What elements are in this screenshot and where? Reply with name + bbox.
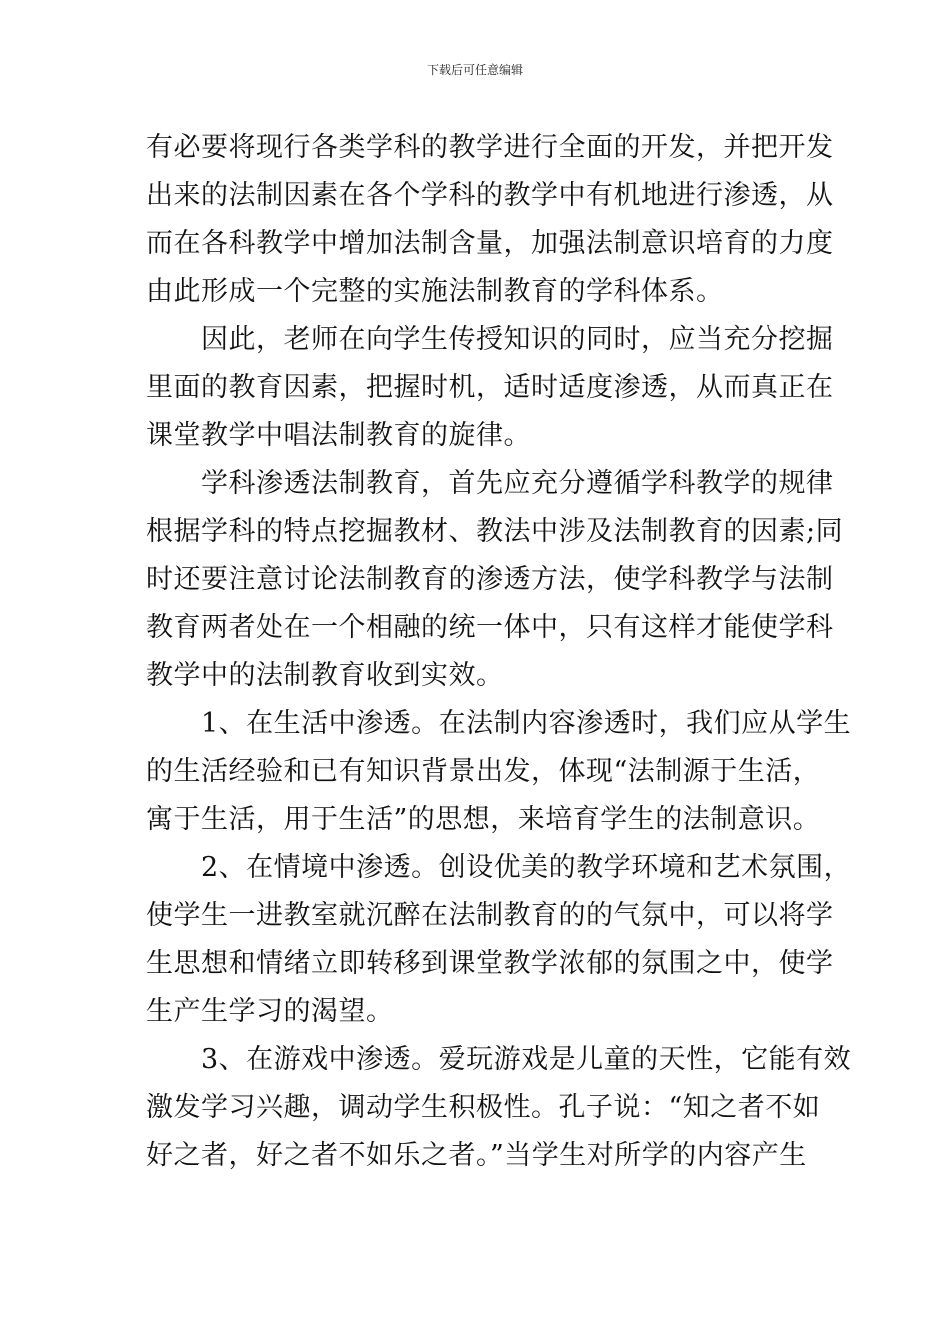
text-line: 激发学习兴趣，调动学生积极性。孔子说：“知之者不如 [146, 1092, 821, 1123]
text-line: 学科渗透法制教育，首先应充分遵循学科教学的规律 [146, 468, 834, 499]
paragraph-5 [146, 844, 852, 1036]
paragraph-4 [146, 700, 852, 844]
text-line: 有必要将现行各类学科的教学进行全面的开发，并把开发 [146, 132, 834, 163]
text-line: 课堂教学中唱法制教育的旋律。 [146, 420, 531, 451]
text-line: 根据学科的特点挖掘教材、教法中涉及法制教育的因素;同 [146, 516, 844, 547]
text-line: 教育两者处在一个相融的统一体中，只有这样才能使学科 [146, 612, 834, 643]
text-line: 寓于生活，用于生活”的思想，来培育学生的法制意识。 [146, 804, 821, 835]
text-line: 由此形成一个完整的实施法制教育的学科体系。 [146, 276, 724, 307]
paragraph-2 [146, 316, 834, 460]
text-line: 3、在游戏中渗透。爱玩游戏是儿童的天性，它能有效 [146, 1044, 852, 1075]
text-line: 时还要注意讨论法制教育的渗透方法，使学科教学与法制 [146, 564, 834, 595]
text-line: 使学生一进教室就沉醉在法制教育的的气氛中，可以将学 [146, 900, 834, 931]
paragraph-6 [146, 1036, 852, 1180]
text-line: 2、在情境中渗透。创设优美的教学环境和艺术氛围， [146, 852, 852, 883]
text-line: 教学中的法制教育收到实效。 [146, 660, 504, 691]
document-body [146, 124, 852, 1180]
text-line: 而在各科教学中增加法制含量，加强法制意识培育的力度 [146, 228, 834, 259]
text-line: 的生活经验和已有知识背景出发，体现“法制源于生活， [146, 756, 821, 787]
text-line: 生思想和情绪立即转移到课堂教学浓郁的氛围之中，使学 [146, 948, 834, 979]
page-header: 下载后可任意编辑 [426, 63, 523, 77]
paragraph-3 [146, 460, 844, 700]
text-line: 里面的教育因素，把握时机，适时适度渗透，从而真正在 [146, 372, 834, 403]
text-line: 出来的法制因素在各个学科的教学中有机地进行渗透，从 [146, 180, 834, 211]
paragraph-1 [146, 124, 834, 316]
text-line: 1、在生活中渗透。在法制内容渗透时，我们应从学生 [146, 708, 852, 739]
text-line: 生产生学习的渴望。 [146, 996, 394, 1027]
text-line: 好之者，好之者不如乐之者。”当学生对所学的内容产生 [146, 1140, 807, 1171]
text-line: 因此，老师在向学生传授知识的同时，应当充分挖掘 [146, 324, 834, 355]
